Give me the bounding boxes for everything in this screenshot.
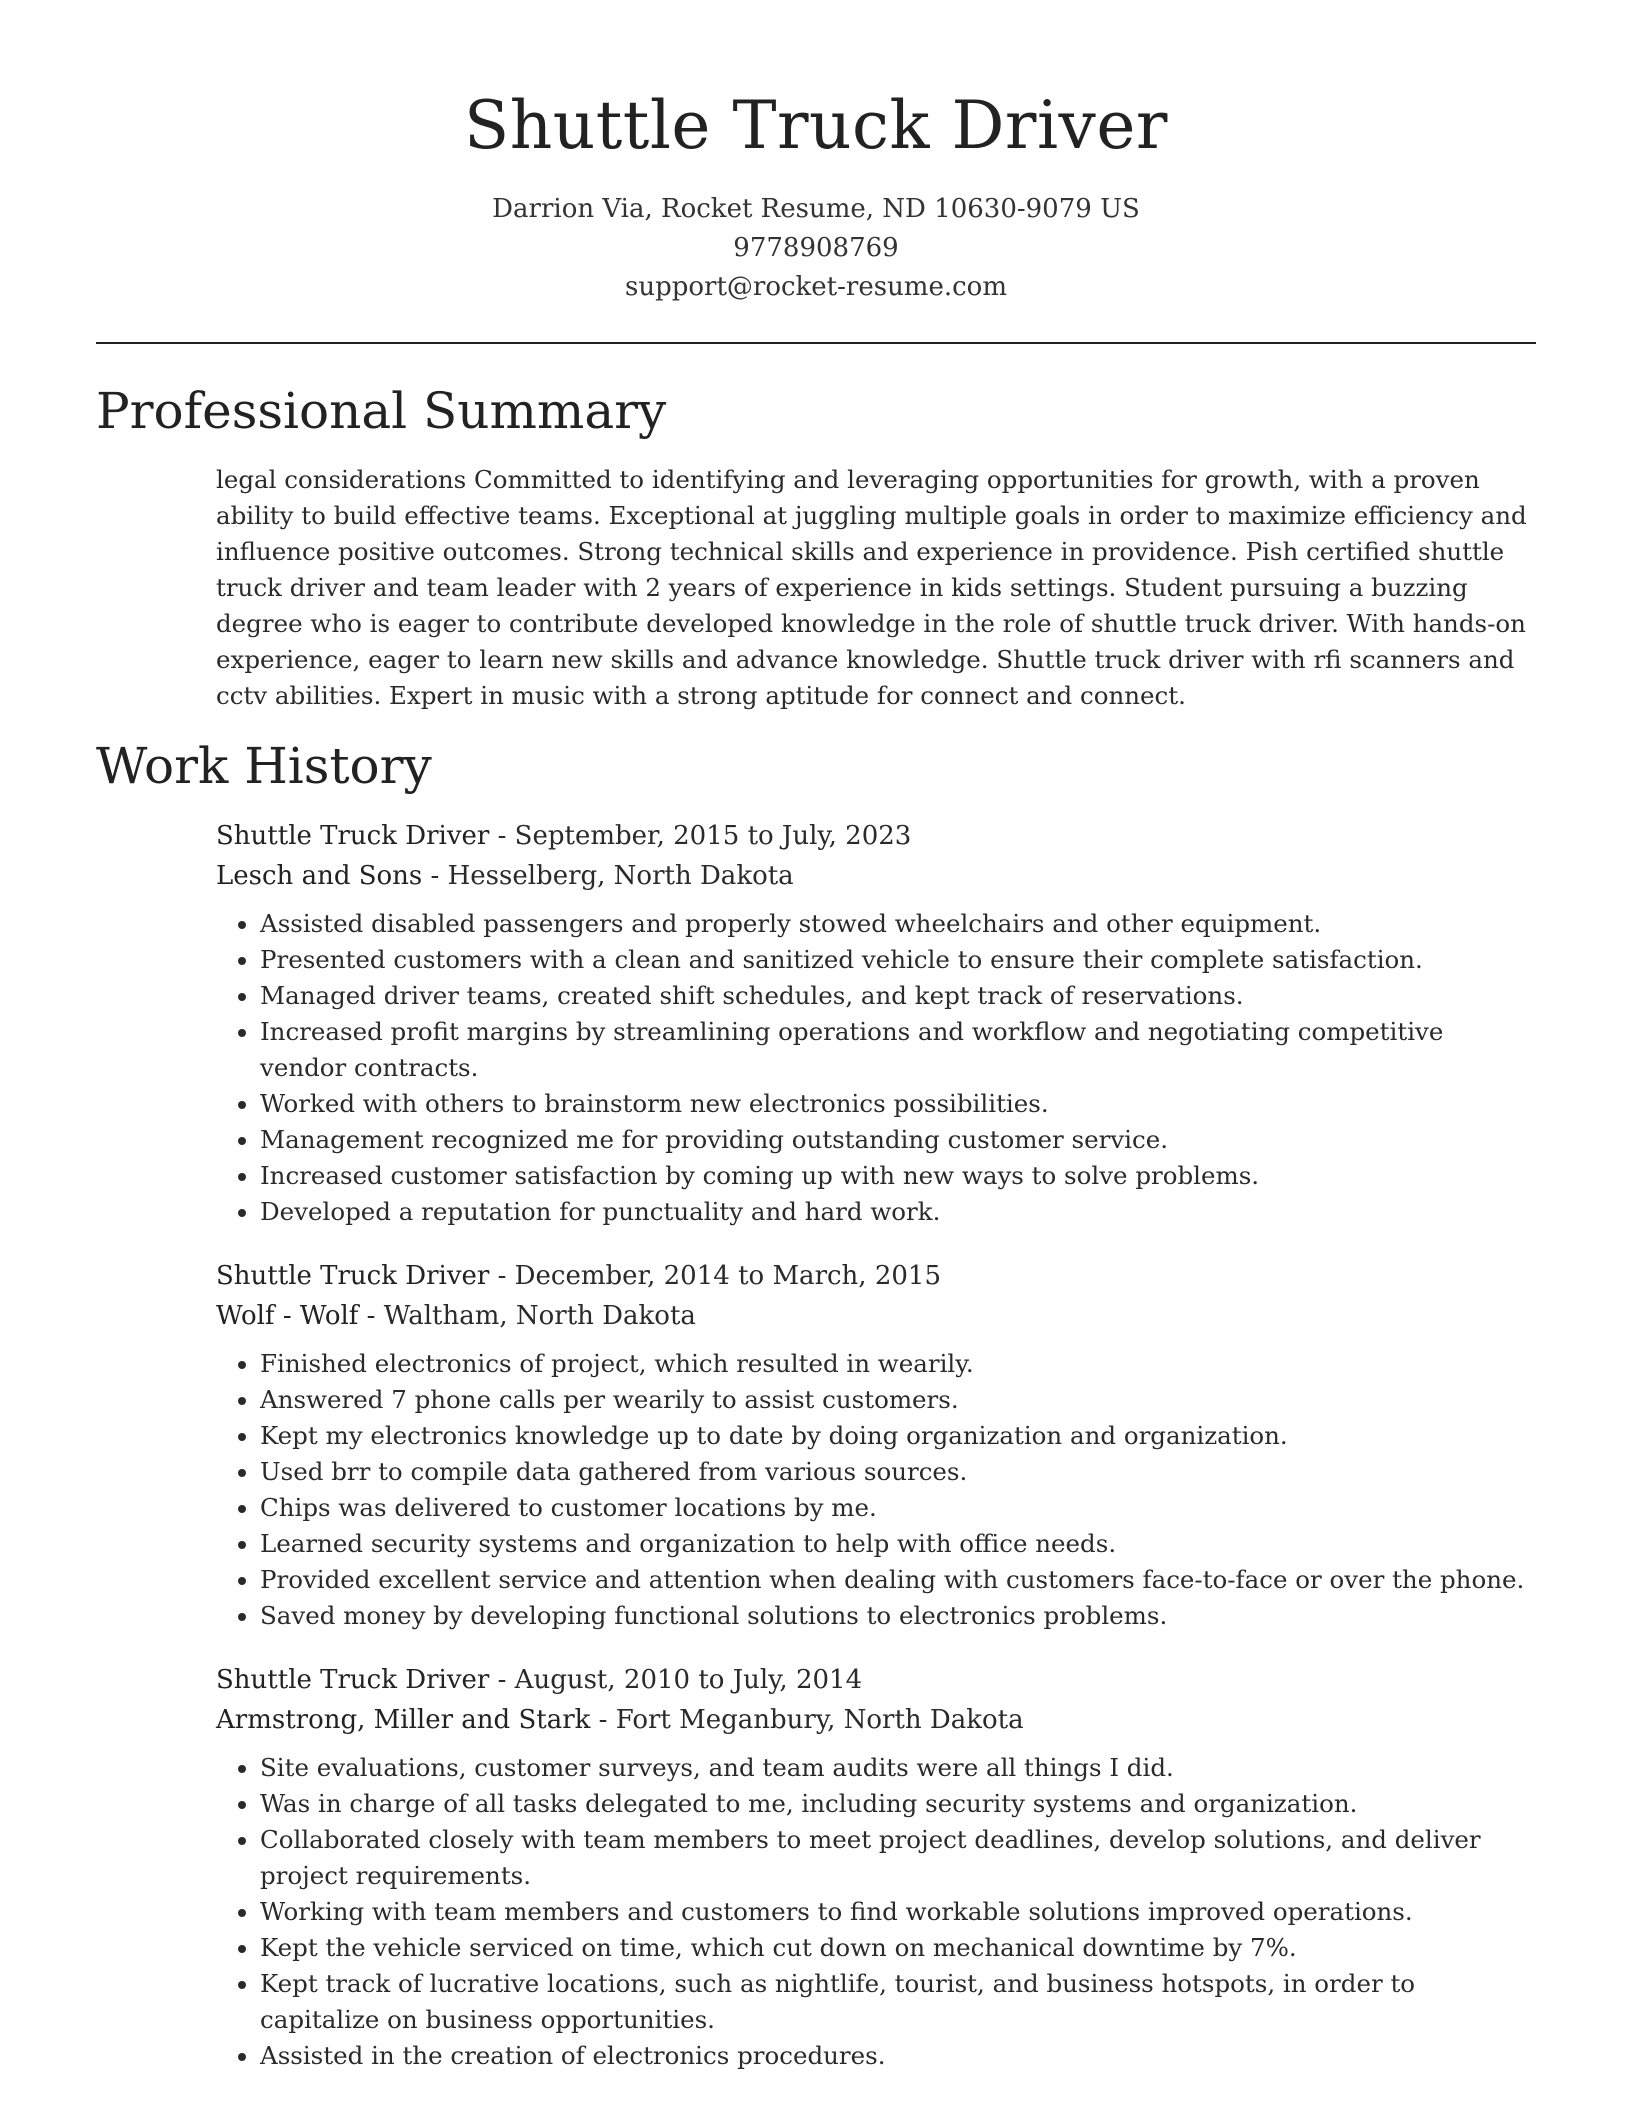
job-role: Shuttle Truck Driver <box>216 1261 490 1291</box>
job-bullets <box>216 1346 1536 1634</box>
job-bullet: • Assisted in the creation of electronics procedures. <box>260 2038 1536 2074</box>
summary-heading: Professional Summary <box>96 382 667 440</box>
job-bullets <box>216 1750 1536 2074</box>
job-company: Wolf - Wolf <box>216 1301 359 1331</box>
resume-name: Shuttle Truck Driver <box>464 87 1168 164</box>
job-entry <box>216 1660 1536 2074</box>
summary-text: legal considerations Committed to identifying and leveraging opportunities for growth, with a proven ability to build effective teams. Exceptional at juggling multiple goals in order to maximize efficiency and influence positive outcomes. Strong technical skills and experience in providence. Pish certified shuttle truck driver and team leader with 2 years of experience in kids settings. Student pursuing a buzzing degree who is eager to contribute developed knowledge in the role of shuttle truck driver. With hands-on experience, eager to learn new skills and advance knowledge. Shuttle truck driver with rfi scanners and cctv abilities. Expert in music with a strong aptitude for connect and connect. <box>216 465 1527 710</box>
job-bullet: • Kept my electronics knowledge up to date by doing organization and organization. <box>260 1418 1536 1454</box>
resume-header <box>96 84 1536 307</box>
job-bullet: • Managed driver teams, created shift schedules, and kept track of reservations. <box>260 978 1536 1014</box>
job-bullet: • Worked with others to brainstorm new electronics possibilities. <box>260 1086 1536 1122</box>
job-bullet: • Saved money by developing functional solutions to electronics problems. <box>260 1598 1536 1634</box>
job-location: - Fort Meganbury, North Dakota <box>590 1705 1024 1735</box>
job-bullet: • Kept track of lucrative locations, such as nightlife, tourist, and business hotspots, in order to capitalize on business opportunities. <box>260 1966 1536 2038</box>
job-bullet: • Site evaluations, customer surveys, and team audits were all things I did. <box>260 1750 1536 1786</box>
job-company: Armstrong, Miller and Stark <box>216 1705 591 1735</box>
job-role: Shuttle Truck Driver <box>216 821 490 851</box>
job-bullet: • Working with team members and customers to find workable solutions improved operations. <box>260 1894 1536 1930</box>
work-history-list <box>216 816 1536 2100</box>
contact-email: support@rocket-resume.com <box>624 272 1007 302</box>
job-bullet: • Learned security systems and organization to help with office needs. <box>260 1526 1536 1562</box>
job-company-line <box>216 856 1536 896</box>
job-location: - Waltham, North Dakota <box>358 1301 696 1331</box>
header-divider <box>96 342 1536 344</box>
job-company: Lesch and Sons <box>216 861 423 891</box>
job-bullet: • Presented customers with a clean and sanitized vehicle to ensure their complete satisfaction. <box>260 942 1536 978</box>
job-location: - Hesselberg, North Dakota <box>422 861 794 891</box>
job-bullet: • Assisted disabled passengers and properly stowed wheelchairs and other equipment. <box>260 906 1536 942</box>
contact-phone: 9778908769 <box>733 233 899 263</box>
job-company-line <box>216 1700 1536 1740</box>
job-title-line <box>216 1256 1536 1296</box>
job-title-line <box>216 1660 1536 1700</box>
job-bullet: • Used brr to compile data gathered from various sources. <box>260 1454 1536 1490</box>
job-bullet: • Collaborated closely with team members to meet project deadlines, develop solutions, and deliver project requirements. <box>260 1822 1536 1894</box>
job-dates: - December, 2014 to March, 2015 <box>489 1261 941 1291</box>
job-bullet: • Increased profit margins by streamlining operations and workflow and negotiating competitive vendor contracts. <box>260 1014 1536 1086</box>
contact-address: Darrion Via, Rocket Resume, ND 10630-9079 US <box>492 194 1140 224</box>
job-bullets <box>216 906 1536 1230</box>
job-bullet: • Increased customer satisfaction by coming up with new ways to solve problems. <box>260 1158 1536 1194</box>
job-bullet: • Was in charge of all tasks delegated to me, including security systems and organization. <box>260 1786 1536 1822</box>
job-bullet: • Answered 7 phone calls per wearily to assist customers. <box>260 1382 1536 1418</box>
job-entry <box>216 1256 1536 1634</box>
job-title-line <box>216 816 1536 856</box>
job-dates: - August, 2010 to July, 2014 <box>489 1665 863 1695</box>
job-role: Shuttle Truck Driver <box>216 1665 490 1695</box>
job-bullet: • Kept the vehicle serviced on time, which cut down on mechanical downtime by 7%. <box>260 1930 1536 1966</box>
contact-block <box>96 190 1536 307</box>
job-dates: - September, 2015 to July, 2023 <box>489 821 912 851</box>
job-bullet: • Management recognized me for providing outstanding customer service. <box>260 1122 1536 1158</box>
work-history-heading: Work History <box>96 737 432 795</box>
job-bullet: • Provided excellent service and attention when dealing with customers face-to-face or over the phone. <box>260 1562 1536 1598</box>
job-bullet: • Developed a reputation for punctuality and hard work. <box>260 1194 1536 1230</box>
job-bullet: • Finished electronics of project, which resulted in wearily. <box>260 1346 1536 1382</box>
job-company-line <box>216 1296 1536 1336</box>
job-entry <box>216 816 1536 1230</box>
job-bullet: • Chips was delivered to customer locations by me. <box>260 1490 1536 1526</box>
